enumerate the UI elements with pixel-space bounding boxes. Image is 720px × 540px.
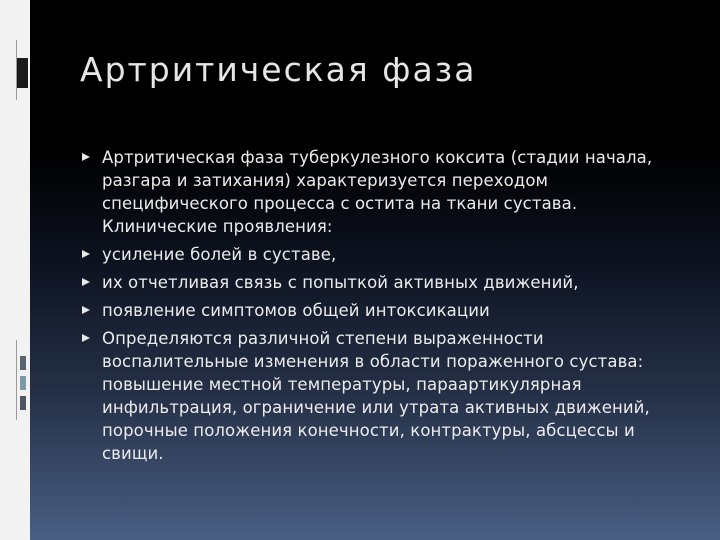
bullet-text: Артритическая фаза туберкулезного коксита (стадии начала, разгара и затихания) характеризуется переходом специфического процесса с остита на ткани сустава. Клинические проявления: [102, 148, 653, 236]
strip-block [17, 58, 28, 88]
bullet-marker-icon [82, 153, 90, 161]
strip-mark [20, 356, 26, 370]
bullet-item [82, 299, 692, 322]
bullet-item [82, 146, 692, 238]
strip-line-bottom [16, 340, 17, 420]
slide-title: Артритическая фаза [80, 50, 477, 89]
bullet-text: Определяются различной степени выраженности воспалительные изменения в области пораженного сустава: повышение местной температуры, параартикулярная инфильтрация, ограничение или утрата активных движений, порочные положения конечности, контрактуры, абсцессы и свищи. [102, 329, 650, 463]
left-decorative-strip [0, 0, 30, 540]
bullet-item [82, 327, 692, 465]
bullet-marker-icon [82, 278, 90, 286]
bullet-item [82, 271, 692, 294]
bullet-text: усиление болей в суставе, [102, 245, 337, 264]
strip-mark [20, 376, 26, 390]
bullet-marker-icon [82, 250, 90, 258]
bullet-marker-icon [82, 334, 90, 342]
strip-mark [20, 396, 26, 410]
bullet-marker-icon [82, 306, 90, 314]
bullet-item [82, 243, 692, 266]
bullet-text: появление симптомов общей интоксикации [102, 301, 490, 320]
bullet-list [82, 146, 692, 470]
bullet-text: их отчетливая связь с попыткой активных движений, [102, 273, 579, 292]
